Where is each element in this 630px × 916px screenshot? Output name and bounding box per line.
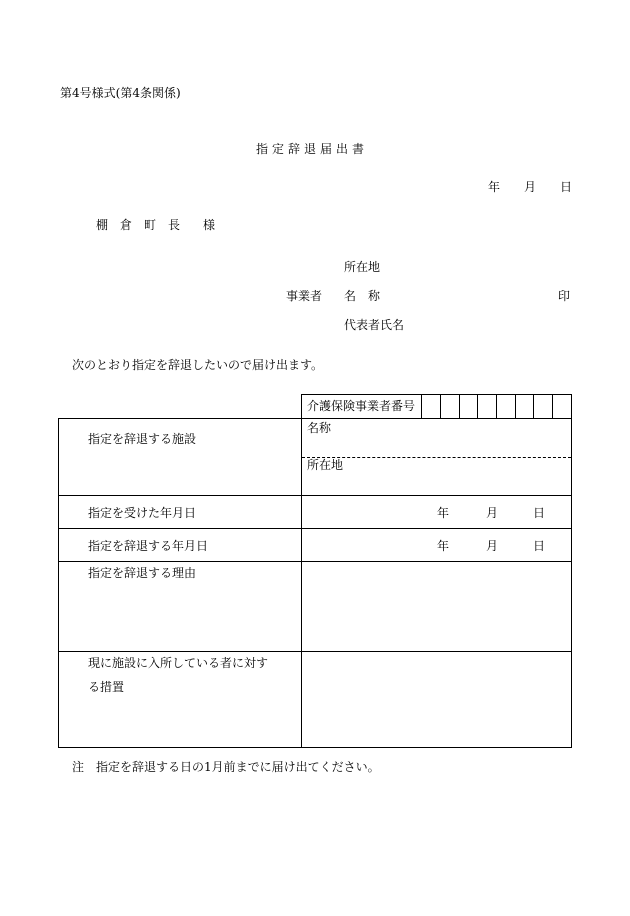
applicant-name-label: 名 称 [344, 289, 381, 303]
measures-label-line2: る措置 [88, 680, 125, 694]
designated-date-day: 日 [533, 506, 546, 520]
intro-text: 次のとおり指定を辞退したいので届け出ます。 [72, 358, 324, 372]
designated-date-month: 月 [486, 506, 499, 520]
reason-label: 指定を辞退する理由 [88, 566, 197, 580]
designated-date-year: 年 [437, 506, 450, 520]
withdraw-date-label: 指定を辞退する年月日 [88, 539, 209, 553]
addressee-suffix: 様 [203, 218, 216, 232]
withdraw-date-day: 日 [533, 539, 546, 553]
facility-label: 指定を辞退する施設 [88, 432, 197, 446]
page-title: 指定辞退届出書 [256, 142, 369, 156]
addressee: 棚倉町長 [96, 218, 193, 232]
applicant-location-label: 所在地 [344, 260, 381, 274]
date-month: 月 [524, 180, 537, 194]
seal-mark: 印 [558, 289, 571, 303]
insurance-number-label: 介護保険事業者番号 [307, 399, 416, 413]
withdraw-date-month: 月 [486, 539, 499, 553]
insurance-number-digit-box[interactable] [422, 395, 571, 418]
applicant-representative-label: 代表者氏名 [344, 318, 405, 332]
form-number: 第4号様式(第4条関係) [60, 86, 181, 100]
facility-location-label: 所在地 [307, 458, 344, 472]
footnote: 注 指定を辞退する日の1月前までに届け出てください。 [72, 760, 380, 774]
facility-name-label: 名称 [307, 421, 332, 435]
designated-date-label: 指定を受けた年月日 [88, 506, 197, 520]
measures-label-line1: 現に施設に入所している者に対す [88, 656, 269, 670]
withdraw-date-year: 年 [437, 539, 450, 553]
date-year: 年 [488, 180, 501, 194]
date-day: 日 [560, 180, 573, 194]
applicant-business-label: 事業者 [286, 289, 323, 303]
